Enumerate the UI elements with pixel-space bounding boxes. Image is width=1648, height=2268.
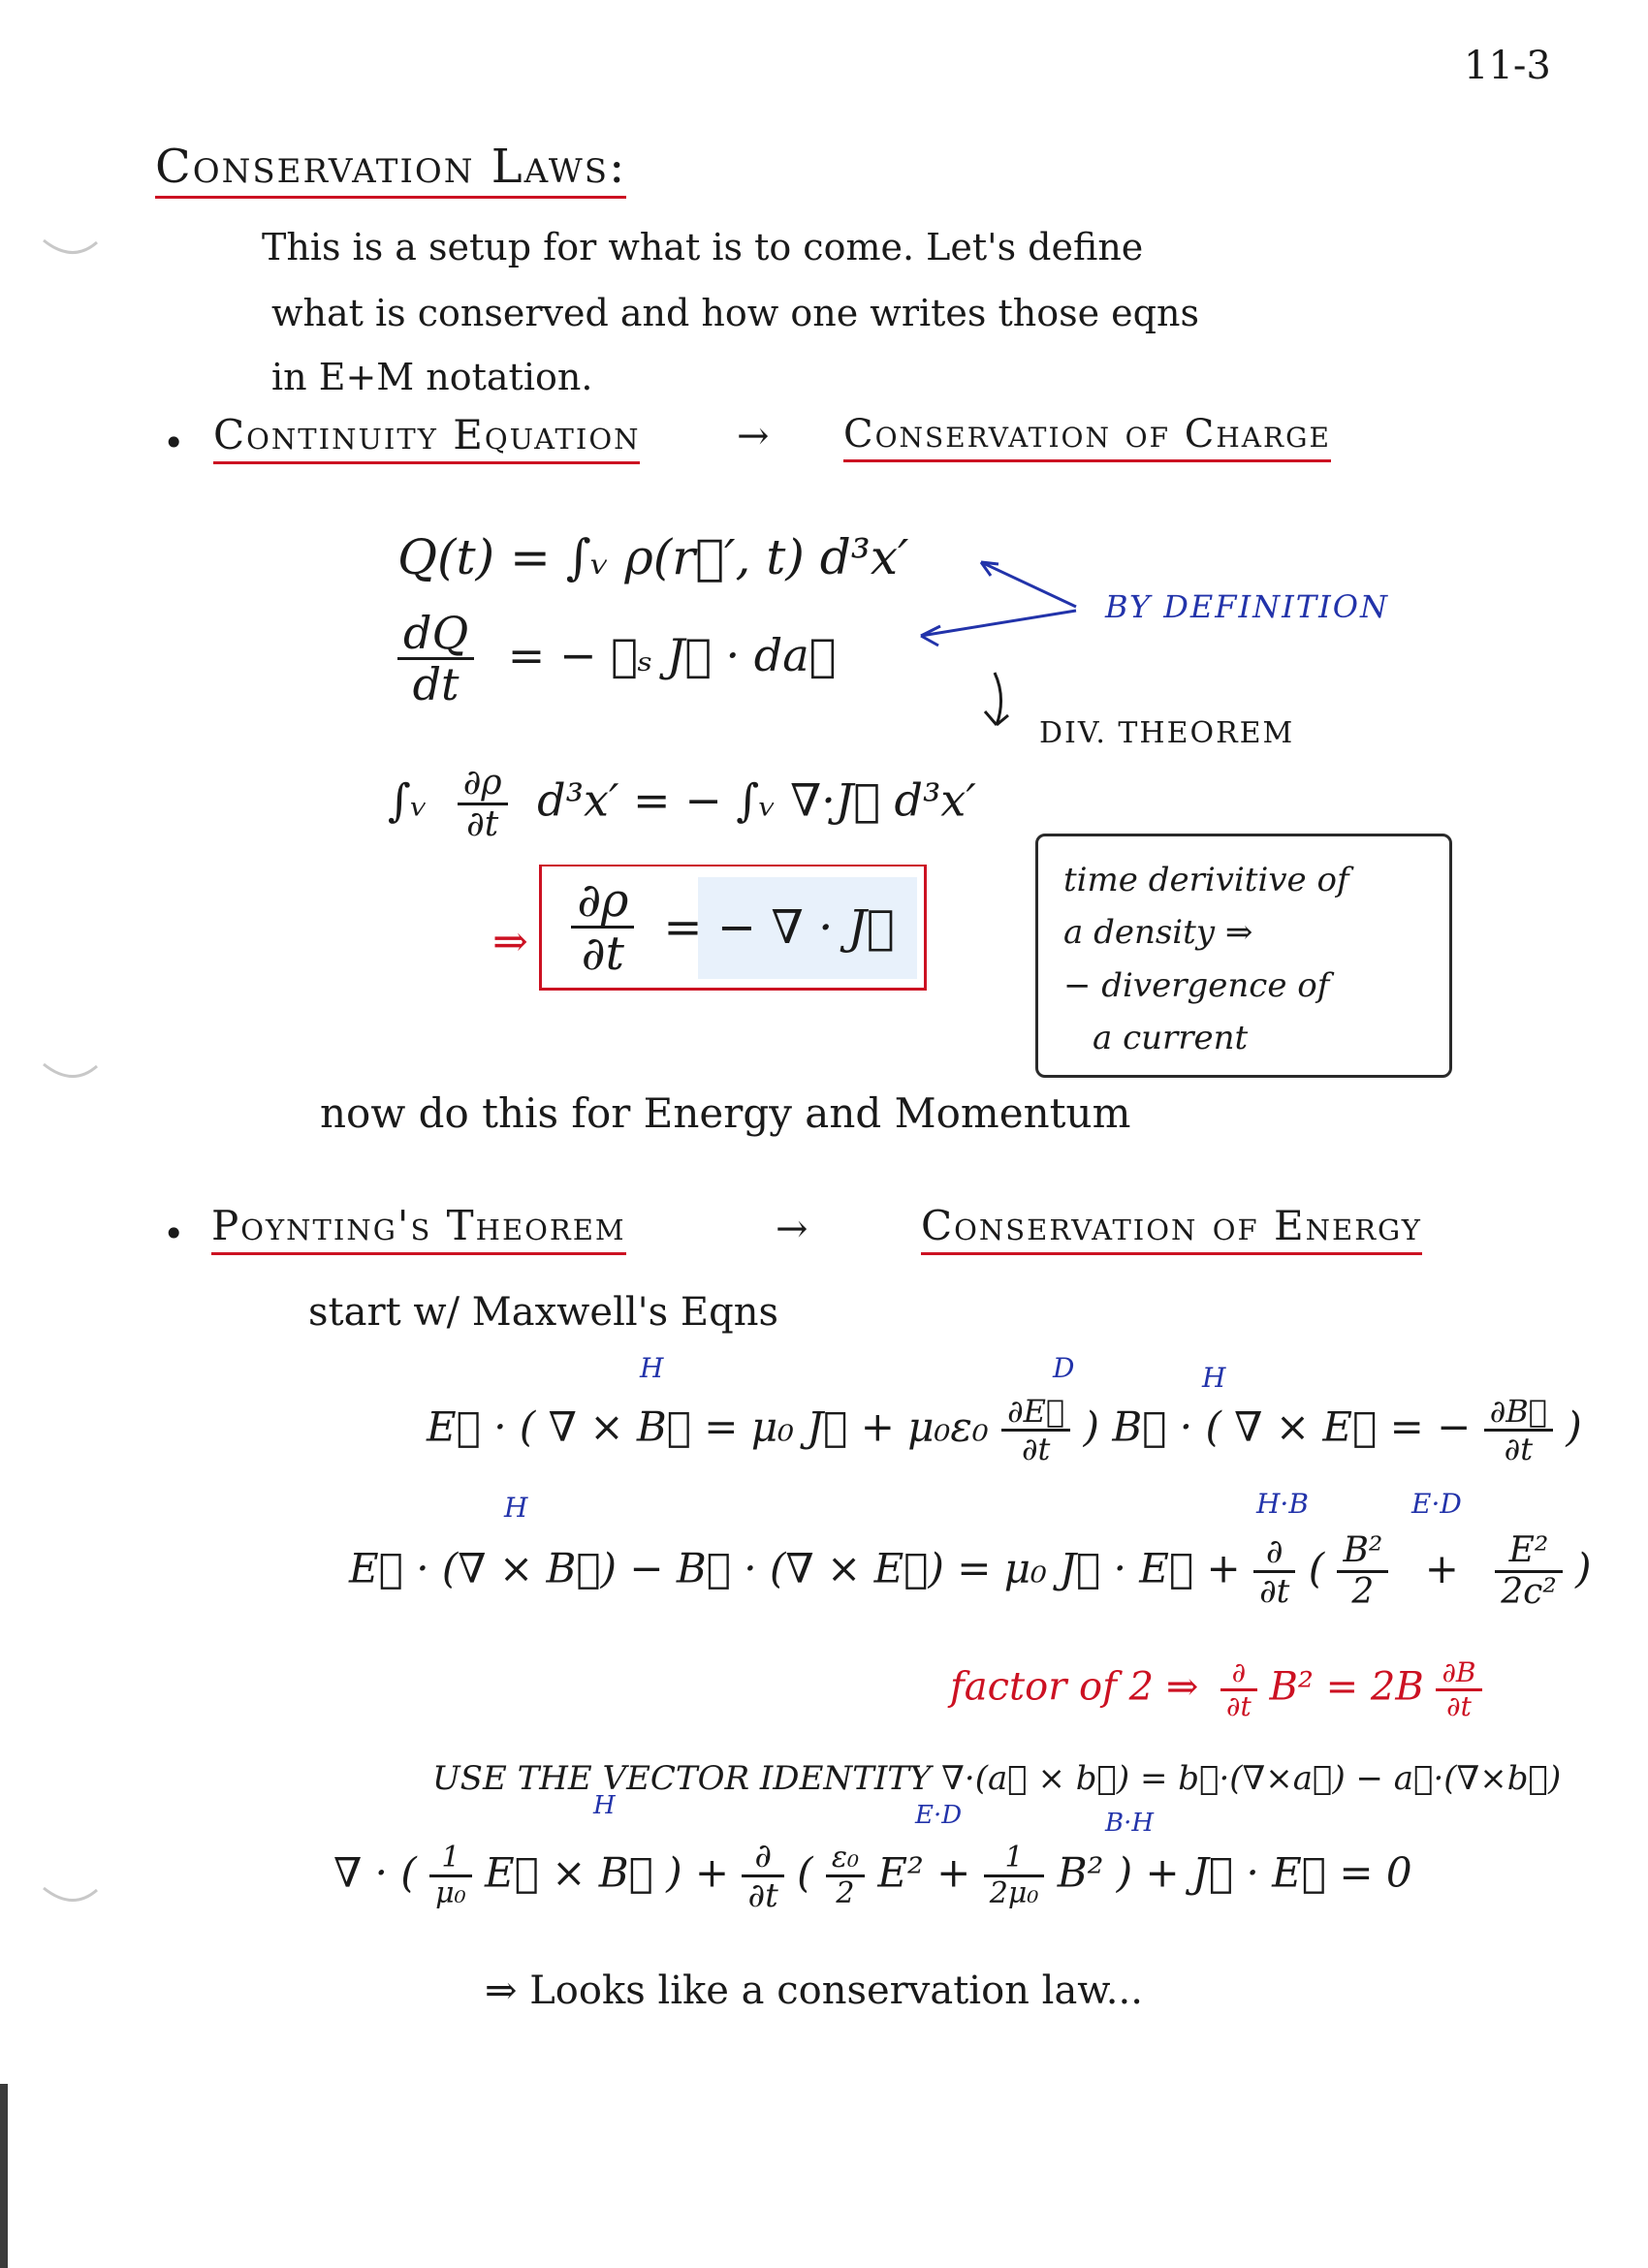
- one-numerator: 1: [429, 1843, 472, 1877]
- integral-continuity-equation: [388, 763, 976, 844]
- epsilon-numerator: ε₀: [826, 1843, 865, 1877]
- energy-momentum-transition: now do this for Energy and Momentum: [320, 1089, 1131, 1137]
- poynting-vector-term: E⃗ × B⃗ ) +: [485, 1848, 730, 1897]
- factor-derivative: [1220, 1656, 1257, 1722]
- db-numerator: ∂B⃗: [1484, 1396, 1553, 1432]
- blue-mark-ed: E·D: [1411, 1488, 1462, 1520]
- continuity-equation-box: [539, 865, 927, 991]
- boxed-arrow: ⇒: [492, 917, 528, 966]
- dt-denominator: dt: [412, 658, 460, 710]
- continuity-bullet: •: [163, 422, 185, 464]
- binder-hole-bottom: [44, 1888, 97, 1901]
- maxwell-start: start w/ Maxwell's Eqns: [308, 1290, 778, 1335]
- side-note-line-3: − divergence of: [1063, 965, 1330, 1005]
- binder-hole-top: [44, 240, 97, 253]
- by-definition-arrows: [872, 543, 1125, 659]
- blue-mark-h-1: H: [640, 1352, 664, 1384]
- maxwell-equations-dotted: [427, 1393, 1582, 1467]
- inverse-two-mu-fraction: [984, 1843, 1045, 1908]
- blue-mark-hb: H·B: [1256, 1488, 1309, 1520]
- blue-mark-h-3: H: [504, 1492, 528, 1524]
- two-denominator: 2: [1351, 1572, 1375, 1612]
- two-mu-denominator: 2μ₀: [989, 1876, 1039, 1910]
- blue-mark-h-4: H: [593, 1791, 616, 1820]
- de-numerator: ∂E⃗: [1001, 1396, 1070, 1432]
- binder-hole-middle: [44, 1064, 97, 1077]
- close-paren: ): [1575, 1544, 1592, 1592]
- drho-numerator: ∂ρ: [458, 766, 508, 805]
- side-note-line-2: a density ⇒: [1063, 913, 1253, 953]
- plus-sign: +: [1424, 1544, 1459, 1592]
- by-definition-label: BY DEFINITION: [1105, 588, 1389, 625]
- intro-line-2: what is conserved and how one writes those eqns: [271, 292, 1199, 334]
- factor-of-two-note: [950, 1656, 1482, 1722]
- time-derivative-fraction: [1253, 1532, 1295, 1611]
- boxed-rhs: = − ∇ · J⃗: [663, 899, 895, 955]
- poynting-bullet: •: [163, 1213, 185, 1255]
- maxwell-part-b: ) B⃗ · ( ∇ × E⃗ = −: [1083, 1402, 1472, 1451]
- blue-mark-d: D: [1053, 1352, 1075, 1384]
- charge-rate-equation: [397, 607, 837, 710]
- poynting-arrow: →: [776, 1207, 808, 1251]
- page-title: Conservation Laws:: [155, 143, 626, 199]
- factor-d-num: ∂: [1220, 1659, 1257, 1691]
- vector-identity-line: USE THE VECTOR IDENTITY ∇·(a⃗ × b⃗) = b⃗·(∇×a⃗) − a⃗·(∇×b⃗): [432, 1759, 1562, 1798]
- intro-line-1: This is a setup for what is to come. Let's define: [262, 226, 1144, 268]
- b-squared-numerator: B²: [1337, 1533, 1388, 1573]
- db-dt-fraction: [1484, 1393, 1553, 1467]
- side-note-box: [1035, 834, 1452, 1078]
- dt-denominator: ∂t: [1504, 1431, 1534, 1467]
- surface-flux: = − ∮ₛ J⃗ · da⃗: [507, 628, 837, 681]
- side-note-line-1: time derivitive of: [1063, 861, 1349, 899]
- two-c-squared-denominator: 2c²: [1501, 1572, 1557, 1612]
- conclusion-line: ⇒ Looks like a conservation law...: [485, 1969, 1143, 2013]
- e-squared-numerator: E²: [1495, 1533, 1563, 1573]
- inverse-mu-fraction: [429, 1843, 472, 1908]
- factor-mid: B² = 2B: [1269, 1664, 1424, 1710]
- boxed-fraction: [571, 873, 634, 981]
- e-squared-term: E² +: [877, 1848, 971, 1897]
- b-squared-fraction: [1337, 1530, 1388, 1612]
- intro-line-3: in E+M notation.: [271, 356, 593, 398]
- maxwell-part-c: ): [1566, 1402, 1582, 1451]
- div-theorem-label: DIV. THEOREM: [1039, 716, 1295, 750]
- maxwell-part-a: E⃗ · ( ∇ × B⃗ = μ₀ J⃗ + μ₀ε₀: [427, 1402, 989, 1451]
- e-squared-fraction: [1495, 1530, 1563, 1612]
- dq-numerator: dQ: [397, 611, 474, 660]
- charge-definition: Q(t) = ∫ᵥ ρ(r⃗′, t) d³x′: [397, 529, 909, 585]
- dt-denominator: ∂t: [466, 804, 499, 844]
- drho-dt-fraction: [458, 763, 508, 844]
- open-paren: (: [1308, 1544, 1325, 1592]
- two-denominator: 2: [836, 1876, 855, 1910]
- factor-text: factor of 2 ⇒: [950, 1664, 1199, 1710]
- poynting-heading-right: Conservation of Energy: [921, 1206, 1422, 1255]
- expansion-lhs: E⃗ · (∇ × B⃗) − B⃗ · (∇ × E⃗) = μ₀ J⃗ · E⃗ +: [349, 1544, 1241, 1592]
- final-partial-den: ∂t: [747, 1876, 778, 1915]
- final-time-derivative: [742, 1837, 783, 1915]
- energy-density-open: (: [797, 1848, 813, 1897]
- divergence-open: ∇ · (: [333, 1848, 417, 1897]
- div-theorem-arrow: [977, 669, 1026, 737]
- boxed-denominator: ∂t: [581, 927, 624, 981]
- boxed-numerator: ∂ρ: [571, 877, 634, 929]
- continuity-heading-right: Conservation of Charge: [843, 415, 1331, 462]
- one-numerator: 1: [984, 1843, 1045, 1877]
- side-note-line-4: a current: [1093, 1019, 1249, 1058]
- poynting-theorem-equation: [333, 1837, 1412, 1915]
- poynting-heading: Poynting's Theorem: [211, 1206, 626, 1255]
- blue-mark-ed-2: E·D: [915, 1801, 963, 1830]
- scan-edge-bar: [0, 2084, 8, 2268]
- blue-mark-h-2: H: [1202, 1362, 1226, 1394]
- continuity-arrow: →: [737, 414, 770, 458]
- blue-mark-bh: B·H: [1105, 1809, 1155, 1838]
- binder-holes: [0, 0, 116, 2268]
- final-tail: B² ) + J⃗ · E⃗ = 0: [1057, 1848, 1412, 1897]
- dt-denominator: ∂t: [1021, 1431, 1051, 1467]
- epsilon-half-fraction: [826, 1843, 865, 1908]
- factor-d-den: ∂t: [1226, 1690, 1252, 1722]
- dt-denominator: ∂t: [1259, 1572, 1290, 1611]
- final-partial-num: ∂: [742, 1840, 783, 1877]
- factor-frac-num: ∂B: [1436, 1659, 1481, 1691]
- page-number: 11-3: [1464, 44, 1551, 88]
- factor-frac-den: ∂t: [1446, 1690, 1472, 1722]
- energy-expansion-equation: [349, 1530, 1592, 1612]
- volume-integral: ∫ᵥ: [388, 773, 428, 827]
- mu-denominator: μ₀: [435, 1876, 466, 1910]
- continuity-heading: Continuity Equation: [213, 415, 640, 464]
- de-dt-fraction: [1001, 1393, 1070, 1467]
- divergence-integral: d³x′ = − ∫ᵥ ∇·J⃗ d³x′: [537, 773, 976, 827]
- partial-numerator: ∂: [1253, 1535, 1295, 1573]
- factor-fraction: [1436, 1656, 1481, 1722]
- dq-dt-fraction: [397, 607, 474, 710]
